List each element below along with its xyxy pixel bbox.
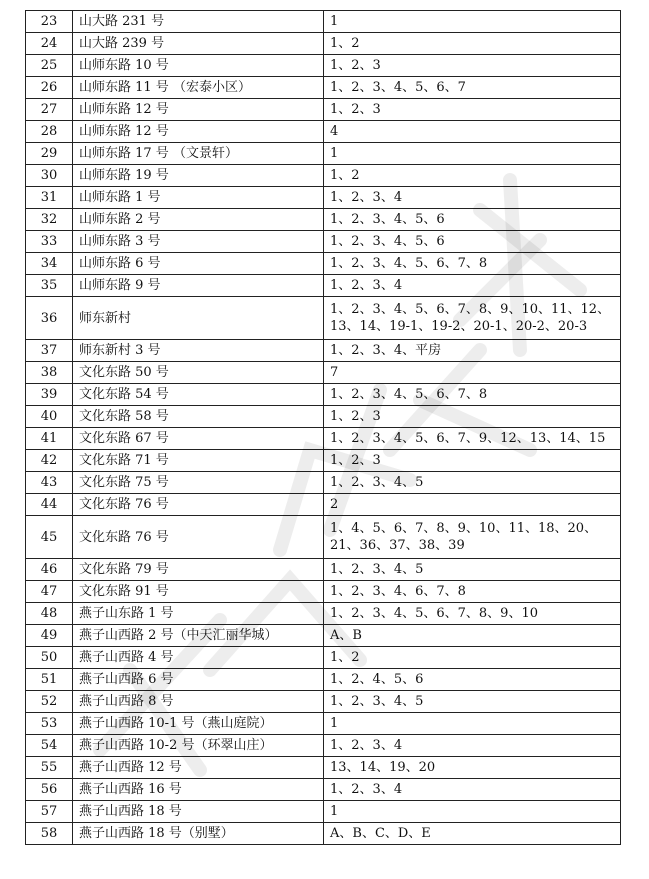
row-address: 文化东路 79 号 bbox=[73, 559, 324, 581]
table-row bbox=[26, 757, 621, 779]
row-number: 49 bbox=[26, 625, 73, 647]
row-buildings: 1、2、3、4、5、6 bbox=[324, 209, 621, 231]
table-row bbox=[26, 603, 621, 625]
table-row bbox=[26, 55, 621, 77]
row-buildings: 4 bbox=[324, 121, 621, 143]
row-number: 57 bbox=[26, 801, 73, 823]
row-address: 文化东路 71 号 bbox=[73, 450, 324, 472]
row-number: 47 bbox=[26, 581, 73, 603]
row-address: 文化东路 50 号 bbox=[73, 362, 324, 384]
table-row bbox=[26, 209, 621, 231]
row-buildings: 1、2、3、4、平房 bbox=[324, 340, 621, 362]
row-buildings: 1、2、3、4 bbox=[324, 735, 621, 757]
table-row bbox=[26, 823, 621, 845]
table-row bbox=[26, 99, 621, 121]
row-number: 41 bbox=[26, 428, 73, 450]
table-row bbox=[26, 384, 621, 406]
row-address: 燕子山西路 4 号 bbox=[73, 647, 324, 669]
row-buildings: 1、2、3 bbox=[324, 406, 621, 428]
row-number: 42 bbox=[26, 450, 73, 472]
row-address: 山师东路 9 号 bbox=[73, 275, 324, 297]
row-number: 37 bbox=[26, 340, 73, 362]
row-address: 燕子山西路 18 号（别墅） bbox=[73, 823, 324, 845]
table-row bbox=[26, 647, 621, 669]
table-row bbox=[26, 735, 621, 757]
row-number: 50 bbox=[26, 647, 73, 669]
row-number: 48 bbox=[26, 603, 73, 625]
row-number: 43 bbox=[26, 472, 73, 494]
table-row bbox=[26, 275, 621, 297]
row-number: 24 bbox=[26, 33, 73, 55]
row-buildings: 1、2、3、4、5 bbox=[324, 559, 621, 581]
row-number: 44 bbox=[26, 494, 73, 516]
row-buildings: 2 bbox=[324, 494, 621, 516]
row-number: 33 bbox=[26, 231, 73, 253]
table-row bbox=[26, 428, 621, 450]
row-buildings: 1、2 bbox=[324, 165, 621, 187]
address-table bbox=[25, 10, 621, 845]
row-address: 燕子山西路 8 号 bbox=[73, 691, 324, 713]
row-buildings: 1、2、3、4、5、6、7、8、9、10 bbox=[324, 603, 621, 625]
table-row bbox=[26, 779, 621, 801]
table-row bbox=[26, 450, 621, 472]
row-address: 文化东路 91 号 bbox=[73, 581, 324, 603]
row-buildings: 1、2、3、4、5、6、7、8 bbox=[324, 384, 621, 406]
row-number: 52 bbox=[26, 691, 73, 713]
row-address: 文化东路 67 号 bbox=[73, 428, 324, 450]
row-number: 28 bbox=[26, 121, 73, 143]
row-address: 山大路 239 号 bbox=[73, 33, 324, 55]
row-number: 30 bbox=[26, 165, 73, 187]
row-address: 燕子山西路 12 号 bbox=[73, 757, 324, 779]
row-address: 山师东路 12 号 bbox=[73, 121, 324, 143]
table-row bbox=[26, 187, 621, 209]
row-buildings: 1、4、5、6、7、8、9、10、11、18、20、21、36、37、38、39 bbox=[324, 516, 621, 559]
row-address: 文化东路 54 号 bbox=[73, 384, 324, 406]
row-number: 39 bbox=[26, 384, 73, 406]
row-buildings: 1、2、3、4、6、7、8 bbox=[324, 581, 621, 603]
table-row bbox=[26, 801, 621, 823]
row-address: 山师东路 11 号 （宏泰小区） bbox=[73, 77, 324, 99]
row-buildings: 1、2、3、4、5、6、7、8、9、10、11、12、13、14、19-1、19-2、20-1、20-2、20-3 bbox=[324, 297, 621, 340]
row-number: 40 bbox=[26, 406, 73, 428]
row-buildings: 7 bbox=[324, 362, 621, 384]
row-buildings: A、B bbox=[324, 625, 621, 647]
table-row bbox=[26, 33, 621, 55]
row-number: 29 bbox=[26, 143, 73, 165]
row-address: 山师东路 6 号 bbox=[73, 253, 324, 275]
row-buildings: 13、14、19、20 bbox=[324, 757, 621, 779]
table-row bbox=[26, 713, 621, 735]
row-address: 燕子山西路 10-1 号（燕山庭院） bbox=[73, 713, 324, 735]
row-buildings: 1、2、3、4、5、6、7 bbox=[324, 77, 621, 99]
row-address: 燕子山西路 16 号 bbox=[73, 779, 324, 801]
row-address: 师东新村 3 号 bbox=[73, 340, 324, 362]
table-row bbox=[26, 669, 621, 691]
row-address: 文化东路 76 号 bbox=[73, 516, 324, 559]
row-number: 55 bbox=[26, 757, 73, 779]
row-buildings: 1、2、3 bbox=[324, 99, 621, 121]
table-row bbox=[26, 691, 621, 713]
table-row bbox=[26, 253, 621, 275]
row-buildings: 1 bbox=[324, 801, 621, 823]
row-address: 燕子山西路 6 号 bbox=[73, 669, 324, 691]
table-row bbox=[26, 472, 621, 494]
table-row bbox=[26, 494, 621, 516]
row-buildings: 1、2、3、4、5、6、7、8 bbox=[324, 253, 621, 275]
table-row bbox=[26, 77, 621, 99]
row-buildings: 1、2 bbox=[324, 33, 621, 55]
address-table-body bbox=[26, 11, 621, 845]
row-number: 27 bbox=[26, 99, 73, 121]
row-buildings: 1 bbox=[324, 143, 621, 165]
row-buildings: 1、2、3、4 bbox=[324, 779, 621, 801]
table-row bbox=[26, 143, 621, 165]
row-buildings: A、B、C、D、E bbox=[324, 823, 621, 845]
table-row bbox=[26, 625, 621, 647]
row-buildings: 1、2、4、5、6 bbox=[324, 669, 621, 691]
row-address: 燕子山西路 10-2 号（环翠山庄） bbox=[73, 735, 324, 757]
row-number: 46 bbox=[26, 559, 73, 581]
row-address: 文化东路 76 号 bbox=[73, 494, 324, 516]
row-buildings: 1、2、3、4、5 bbox=[324, 472, 621, 494]
row-number: 34 bbox=[26, 253, 73, 275]
table-row bbox=[26, 231, 621, 253]
table-row bbox=[26, 340, 621, 362]
table-row bbox=[26, 11, 621, 33]
row-buildings: 1 bbox=[324, 713, 621, 735]
row-number: 35 bbox=[26, 275, 73, 297]
row-address: 山师东路 17 号 （文景轩） bbox=[73, 143, 324, 165]
row-address: 文化东路 58 号 bbox=[73, 406, 324, 428]
row-buildings: 1、2、3、4、5 bbox=[324, 691, 621, 713]
row-buildings: 1 bbox=[324, 11, 621, 33]
row-number: 58 bbox=[26, 823, 73, 845]
row-number: 26 bbox=[26, 77, 73, 99]
row-buildings: 1、2 bbox=[324, 647, 621, 669]
row-address: 山师东路 2 号 bbox=[73, 209, 324, 231]
table-row bbox=[26, 581, 621, 603]
row-buildings: 1、2、3、4、5、6 bbox=[324, 231, 621, 253]
row-number: 32 bbox=[26, 209, 73, 231]
row-buildings: 1、2、3 bbox=[324, 450, 621, 472]
row-number: 53 bbox=[26, 713, 73, 735]
row-number: 51 bbox=[26, 669, 73, 691]
row-address: 文化东路 75 号 bbox=[73, 472, 324, 494]
row-address: 燕子山西路 18 号 bbox=[73, 801, 324, 823]
row-number: 38 bbox=[26, 362, 73, 384]
table-row bbox=[26, 165, 621, 187]
row-address: 山大路 231 号 bbox=[73, 11, 324, 33]
row-address: 山师东路 1 号 bbox=[73, 187, 324, 209]
row-number: 23 bbox=[26, 11, 73, 33]
row-address: 山师东路 3 号 bbox=[73, 231, 324, 253]
row-number: 25 bbox=[26, 55, 73, 77]
table-row bbox=[26, 297, 621, 340]
row-buildings: 1、2、3 bbox=[324, 55, 621, 77]
row-address: 山师东路 10 号 bbox=[73, 55, 324, 77]
row-address: 燕子山东路 1 号 bbox=[73, 603, 324, 625]
row-number: 36 bbox=[26, 297, 73, 340]
table-row bbox=[26, 516, 621, 559]
row-address: 山师东路 12 号 bbox=[73, 99, 324, 121]
row-buildings: 1、2、3、4 bbox=[324, 187, 621, 209]
row-buildings: 1、2、3、4 bbox=[324, 275, 621, 297]
table-row bbox=[26, 362, 621, 384]
table-row bbox=[26, 406, 621, 428]
row-number: 31 bbox=[26, 187, 73, 209]
row-number: 54 bbox=[26, 735, 73, 757]
row-number: 56 bbox=[26, 779, 73, 801]
table-row bbox=[26, 559, 621, 581]
row-address: 山师东路 19 号 bbox=[73, 165, 324, 187]
row-number: 45 bbox=[26, 516, 73, 559]
row-buildings: 1、2、3、4、5、6、7、9、12、13、14、15 bbox=[324, 428, 621, 450]
row-address: 燕子山西路 2 号（中天汇丽华城） bbox=[73, 625, 324, 647]
table-row bbox=[26, 121, 621, 143]
row-address: 师东新村 bbox=[73, 297, 324, 340]
